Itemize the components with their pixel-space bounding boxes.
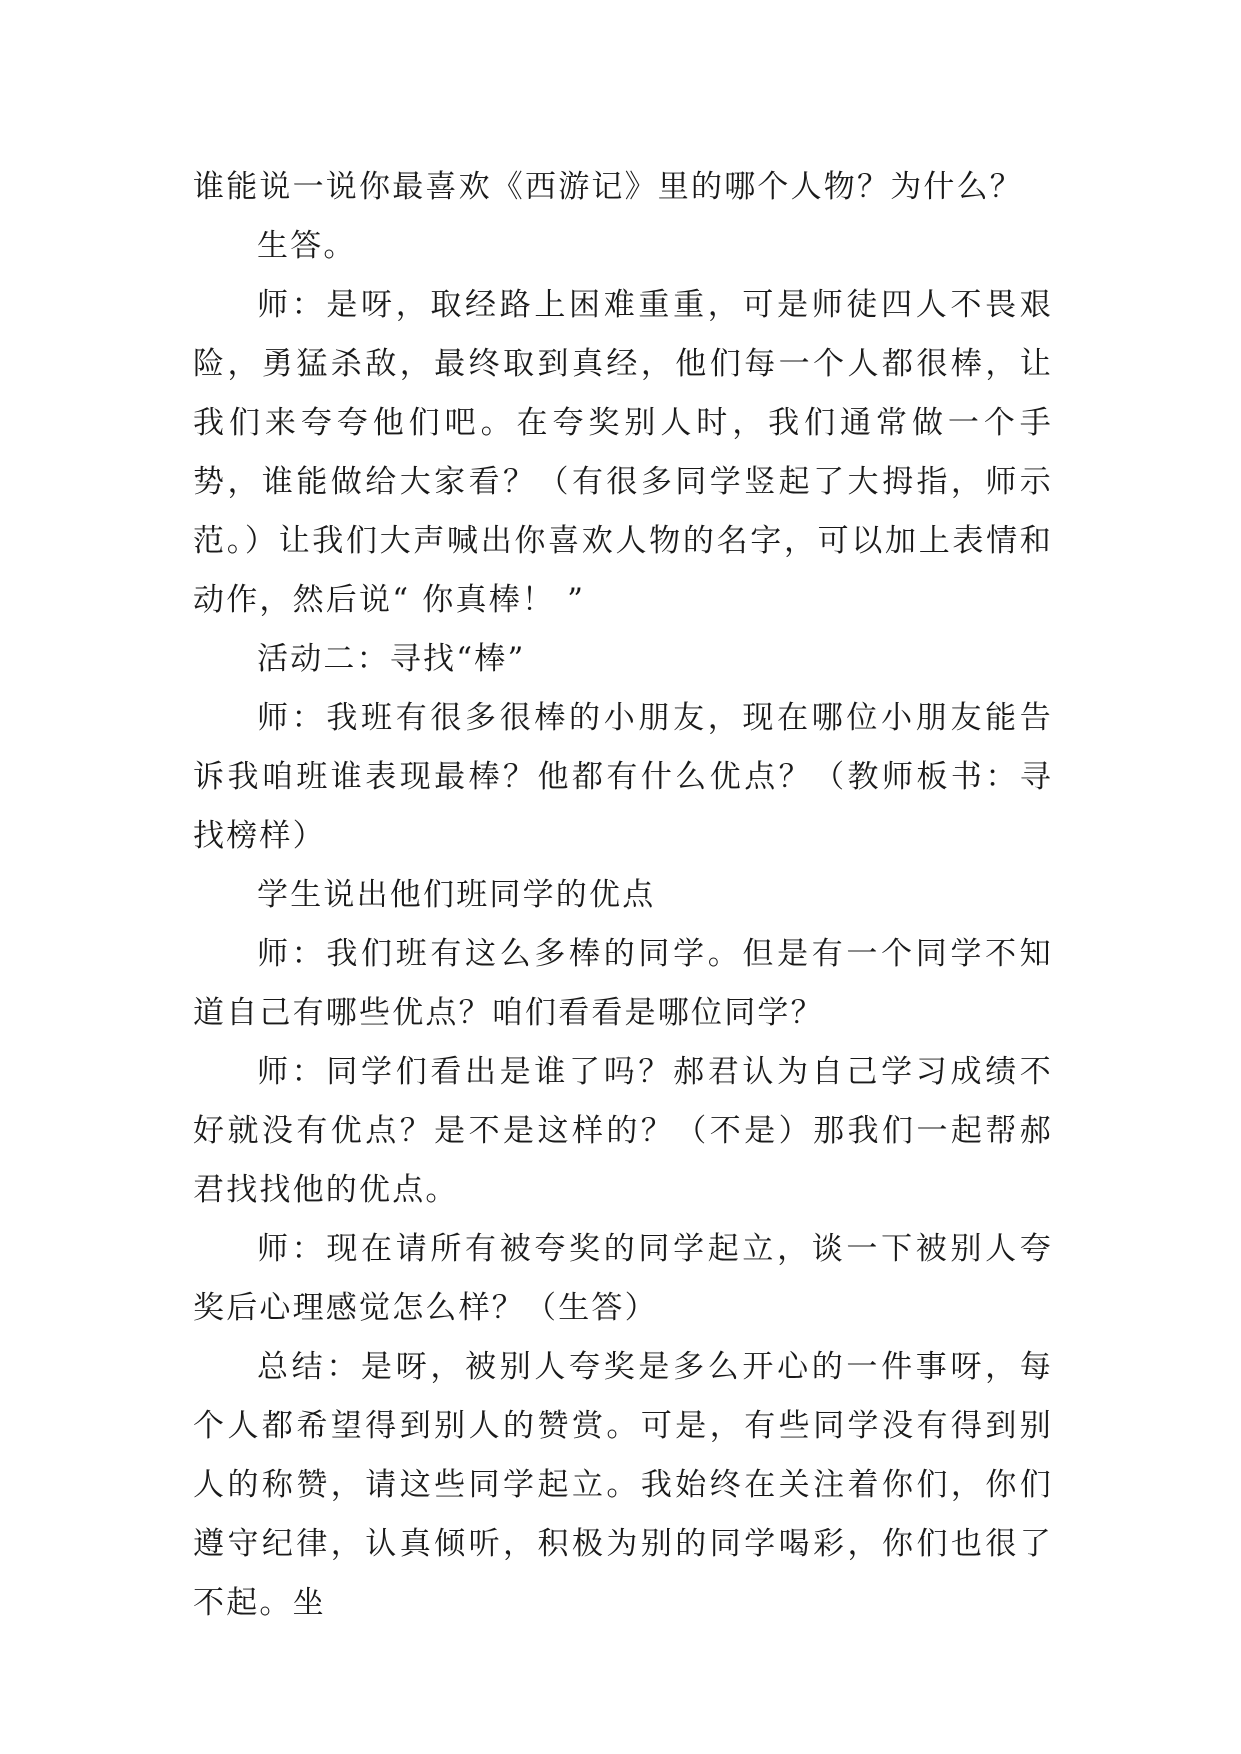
paragraph-4: 活动二：寻找“棒” [257,641,526,677]
paragraph-1: 谁能说一说你最喜欢《西游记》里的哪个人物？为什么？ [193,169,1023,205]
document-body [193,158,1053,1633]
paragraph-3: 师：是呀，取经路上困难重重，可是师徒四人不畏艰险，勇猛杀敌，最终取到真经，他们每一个人都很棒，让我们来夸夸他们吧。在夸奖别人时，我们通常做一个手势，谁能做给大家看？（有很多同学竖起了大拇指，师示范。）让我们大声喊出你喜欢人物的名字，可以加上表情和动作，然后说“ 你真棒！ ” [193,287,1053,618]
paragraph-5: 师：我班有很多很棒的小朋友，现在哪位小朋友能告诉我咱班谁表现最棒？他都有什么优点？（教师板书：寻找榜样） [193,700,1053,854]
paragraph-2: 生答。 [257,228,357,264]
paragraph-9: 师：现在请所有被夸奖的同学起立，谈一下被别人夸奖后心理感觉怎么样？（生答） [193,1231,1053,1326]
paragraph-7: 师：我们班有这么多棒的同学。但是有一个同学不知道自己有哪些优点？咱们看看是哪位同学？ [193,936,1053,1031]
paragraph-6: 学生说出他们班同学的优点 [257,877,656,913]
paragraph-10: 总结：是呀，被别人夸奖是多么开心的一件事呀，每个人都希望得到别人的赞赏。可是，有些同学没有得到别人的称赞，请这些同学起立。我始终在关注着你们，你们遵守纪律，认真倾听，积极为别的同学喝彩，你们也很了不起。坐 [193,1349,1053,1621]
paragraph-8: 师：同学们看出是谁了吗？郝君认为自己学习成绩不好就没有优点？是不是这样的？（不是）那我们一起帮郝君找找他的优点。 [193,1054,1053,1208]
